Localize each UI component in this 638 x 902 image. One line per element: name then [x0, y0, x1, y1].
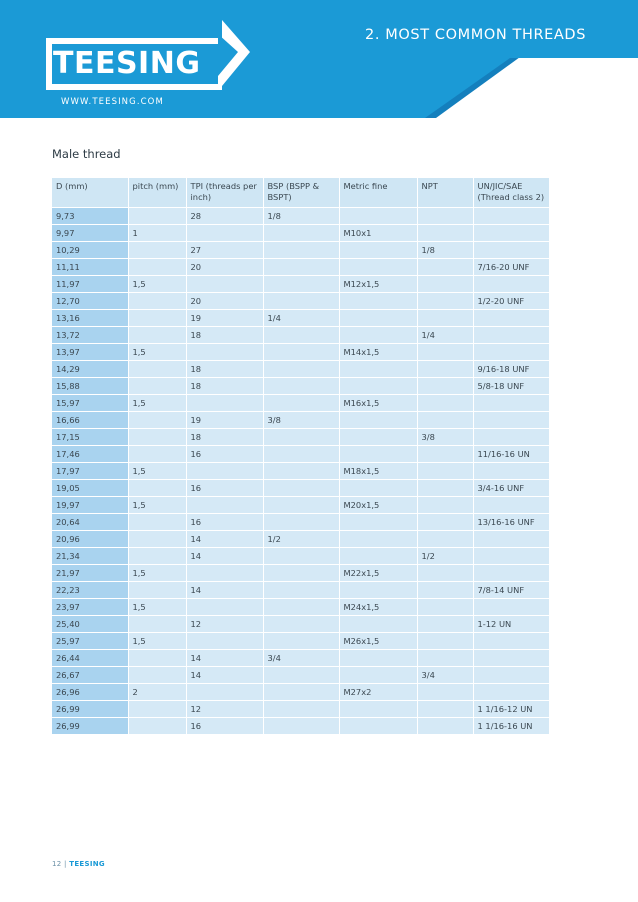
table-cell	[128, 547, 186, 564]
table-cell	[339, 479, 417, 496]
table-cell: 19	[186, 411, 263, 428]
table-row	[52, 462, 549, 479]
table-row	[52, 360, 549, 377]
table-cell	[417, 479, 473, 496]
table-row	[52, 496, 549, 513]
table-cell	[263, 513, 339, 530]
table-cell: 1/2	[263, 530, 339, 547]
table-cell: 1,5	[128, 496, 186, 513]
table-cell	[128, 411, 186, 428]
table-cell	[339, 666, 417, 683]
table-cell	[473, 632, 549, 649]
header-banner	[0, 0, 638, 118]
table-cell	[263, 717, 339, 734]
table-cell: 25,97	[52, 632, 128, 649]
table-cell: 10,29	[52, 241, 128, 258]
table-cell	[417, 462, 473, 479]
table-cell	[128, 649, 186, 666]
table-cell: 1 1/16-16 UN	[473, 717, 549, 734]
table-cell: 28	[186, 207, 263, 224]
table-cell	[263, 547, 339, 564]
column-header: TPI (threads per inch)	[186, 178, 263, 207]
table-cell: M24x1,5	[339, 598, 417, 615]
table-cell	[417, 649, 473, 666]
table-cell	[339, 445, 417, 462]
table-row	[52, 632, 549, 649]
table-cell: 18	[186, 428, 263, 445]
table-cell	[186, 462, 263, 479]
table-row	[52, 377, 549, 394]
page-footer	[52, 860, 105, 868]
table-cell: 20,64	[52, 513, 128, 530]
table-cell: 14	[186, 581, 263, 598]
table-cell	[263, 496, 339, 513]
table-cell	[128, 615, 186, 632]
table-cell: 1,5	[128, 632, 186, 649]
table-cell	[263, 598, 339, 615]
table-row	[52, 564, 549, 581]
table-cell: 1/2	[417, 547, 473, 564]
table-cell	[263, 292, 339, 309]
table-cell	[128, 377, 186, 394]
table-cell: 7/16-20 UNF	[473, 258, 549, 275]
table-cell: M10x1	[339, 224, 417, 241]
table-cell	[339, 581, 417, 598]
table-cell	[186, 343, 263, 360]
table-cell: 15,88	[52, 377, 128, 394]
table-cell	[263, 581, 339, 598]
table-cell	[473, 547, 549, 564]
table-cell	[263, 700, 339, 717]
table-cell: 9,97	[52, 224, 128, 241]
table-cell: 3/4	[263, 649, 339, 666]
table-row	[52, 445, 549, 462]
table-cell	[473, 683, 549, 700]
table-cell	[417, 615, 473, 632]
table-row	[52, 309, 549, 326]
table-header-row	[52, 178, 549, 207]
table-cell: 26,96	[52, 683, 128, 700]
table-cell: M12x1,5	[339, 275, 417, 292]
table-cell	[473, 428, 549, 445]
column-header: NPT	[417, 178, 473, 207]
table-cell	[128, 207, 186, 224]
table-cell	[263, 462, 339, 479]
table-cell: 13,72	[52, 326, 128, 343]
column-header: BSP (BSPP & BSPT)	[263, 178, 339, 207]
table-cell	[339, 547, 417, 564]
table-cell	[417, 207, 473, 224]
table-cell: 21,97	[52, 564, 128, 581]
table-cell	[473, 326, 549, 343]
table-cell: 1	[128, 224, 186, 241]
table-cell: 19,05	[52, 479, 128, 496]
table-cell: 14	[186, 530, 263, 547]
table-cell	[339, 513, 417, 530]
table-cell	[417, 411, 473, 428]
table-cell: M26x1,5	[339, 632, 417, 649]
table-cell: 16	[186, 513, 263, 530]
table-cell	[263, 632, 339, 649]
table-cell: 17,46	[52, 445, 128, 462]
table-cell	[473, 496, 549, 513]
table-cell: 17,15	[52, 428, 128, 445]
table-cell	[263, 445, 339, 462]
table-cell	[417, 564, 473, 581]
table-cell	[263, 564, 339, 581]
footer-brand: TEESING	[69, 860, 105, 868]
table-cell	[417, 683, 473, 700]
table-cell	[263, 241, 339, 258]
table-cell	[128, 309, 186, 326]
table-cell: 1,5	[128, 394, 186, 411]
table-cell	[128, 666, 186, 683]
table-cell	[128, 258, 186, 275]
table-cell	[128, 479, 186, 496]
table-cell: M20x1,5	[339, 496, 417, 513]
table-cell: M16x1,5	[339, 394, 417, 411]
table-cell	[339, 377, 417, 394]
table-cell	[128, 581, 186, 598]
table-cell: 1/8	[263, 207, 339, 224]
table-cell	[339, 292, 417, 309]
table-cell	[128, 530, 186, 547]
table-cell	[339, 411, 417, 428]
table-cell: 13,16	[52, 309, 128, 326]
table-cell: 12,70	[52, 292, 128, 309]
table-cell: 26,99	[52, 717, 128, 734]
column-header: D (mm)	[52, 178, 128, 207]
table-cell: 11,11	[52, 258, 128, 275]
table-cell: 16	[186, 717, 263, 734]
table-cell: 5/8-18 UNF	[473, 377, 549, 394]
table-row	[52, 428, 549, 445]
table-row	[52, 275, 549, 292]
table-cell	[473, 207, 549, 224]
table-cell	[186, 394, 263, 411]
table-cell	[473, 649, 549, 666]
table-cell: 22,23	[52, 581, 128, 598]
table-cell: 9/16-18 UNF	[473, 360, 549, 377]
table-cell: 19	[186, 309, 263, 326]
table-cell	[417, 224, 473, 241]
table-cell	[186, 564, 263, 581]
table-cell: 1/2-20 UNF	[473, 292, 549, 309]
table-row	[52, 598, 549, 615]
table-cell	[417, 445, 473, 462]
column-header: Metric fine	[339, 178, 417, 207]
table-cell	[186, 632, 263, 649]
table-cell	[128, 445, 186, 462]
table-cell	[128, 428, 186, 445]
table-row	[52, 258, 549, 275]
table-row	[52, 615, 549, 632]
table-row	[52, 241, 549, 258]
table-cell: 20	[186, 292, 263, 309]
table-cell	[128, 717, 186, 734]
table-cell: 12	[186, 615, 263, 632]
table-cell	[263, 615, 339, 632]
table-row	[52, 666, 549, 683]
table-cell	[473, 564, 549, 581]
table-body	[52, 207, 549, 734]
table-cell	[128, 292, 186, 309]
section-title: 2. MOST COMMON THREADS	[365, 27, 586, 43]
table-cell: 1,5	[128, 343, 186, 360]
table-cell	[263, 258, 339, 275]
table-row	[52, 224, 549, 241]
table-cell: 1 1/16-12 UN	[473, 700, 549, 717]
table-cell	[186, 275, 263, 292]
table-cell	[263, 224, 339, 241]
table-cell	[263, 343, 339, 360]
table-cell: 3/4-16 UNF	[473, 479, 549, 496]
table-cell	[417, 717, 473, 734]
table-cell: 7/8-14 UNF	[473, 581, 549, 598]
table-cell: 26,44	[52, 649, 128, 666]
table-cell: 1-12 UN	[473, 615, 549, 632]
table-cell: 26,67	[52, 666, 128, 683]
table-cell	[263, 666, 339, 683]
table-cell	[417, 343, 473, 360]
table-cell	[339, 258, 417, 275]
table-cell: 20,96	[52, 530, 128, 547]
table-cell	[417, 632, 473, 649]
table-row	[52, 326, 549, 343]
table-cell	[128, 326, 186, 343]
table-cell: 16,66	[52, 411, 128, 428]
table-cell: M18x1,5	[339, 462, 417, 479]
table-cell: 21,34	[52, 547, 128, 564]
table-cell	[128, 360, 186, 377]
table-cell	[473, 462, 549, 479]
table-cell: 1,5	[128, 564, 186, 581]
table-cell	[339, 615, 417, 632]
table-cell: M14x1,5	[339, 343, 417, 360]
table-row	[52, 547, 549, 564]
table-cell	[339, 530, 417, 547]
table-cell	[263, 683, 339, 700]
table-cell	[128, 513, 186, 530]
table-cell	[339, 360, 417, 377]
table-cell	[417, 275, 473, 292]
footer-separator: |	[64, 860, 67, 868]
table-cell	[263, 377, 339, 394]
table-cell	[263, 479, 339, 496]
website-link[interactable]: WWW.TEESING.COM	[61, 97, 164, 107]
table-cell: 18	[186, 377, 263, 394]
table-cell	[263, 360, 339, 377]
table-cell	[417, 513, 473, 530]
table-cell: 11/16-16 UN	[473, 445, 549, 462]
table-cell: 11,97	[52, 275, 128, 292]
table-cell: 1,5	[128, 275, 186, 292]
table-cell	[417, 496, 473, 513]
thread-table	[52, 178, 550, 735]
table-cell	[339, 241, 417, 258]
table-cell	[186, 224, 263, 241]
table-row	[52, 717, 549, 734]
table-cell: 18	[186, 360, 263, 377]
table-cell	[473, 275, 549, 292]
table-cell	[128, 700, 186, 717]
table-row	[52, 411, 549, 428]
table-cell: 14	[186, 547, 263, 564]
table-cell: 1/4	[263, 309, 339, 326]
table-subtitle: Male thread	[52, 147, 121, 161]
table-cell	[339, 649, 417, 666]
table-cell: 16	[186, 445, 263, 462]
table-cell	[473, 530, 549, 547]
table-cell: M22x1,5	[339, 564, 417, 581]
table-cell	[339, 309, 417, 326]
table-cell	[417, 598, 473, 615]
table-cell	[186, 496, 263, 513]
table-row	[52, 513, 549, 530]
table-row	[52, 207, 549, 224]
table-cell	[339, 326, 417, 343]
table-cell	[417, 700, 473, 717]
table-cell: 1/4	[417, 326, 473, 343]
table-cell: 13/16-16 UNF	[473, 513, 549, 530]
table-cell: 3/8	[417, 428, 473, 445]
table-cell: 1,5	[128, 598, 186, 615]
table-cell	[473, 394, 549, 411]
table-cell	[417, 309, 473, 326]
table-cell: 14,29	[52, 360, 128, 377]
column-header: pitch (mm)	[128, 178, 186, 207]
table-cell: 15,97	[52, 394, 128, 411]
table-cell	[186, 598, 263, 615]
table-cell	[339, 207, 417, 224]
table-cell	[417, 377, 473, 394]
table-cell	[473, 309, 549, 326]
table-row	[52, 649, 549, 666]
table-row	[52, 292, 549, 309]
table-cell: 18	[186, 326, 263, 343]
table-cell: 3/4	[417, 666, 473, 683]
table-row	[52, 530, 549, 547]
table-cell: M27x2	[339, 683, 417, 700]
table-cell: 14	[186, 666, 263, 683]
table-row	[52, 394, 549, 411]
table-row	[52, 581, 549, 598]
table-cell	[128, 241, 186, 258]
table-cell: 9,73	[52, 207, 128, 224]
teesing-logo: TEESING	[53, 46, 201, 81]
table-cell: 27	[186, 241, 263, 258]
table-row	[52, 700, 549, 717]
table-cell: 20	[186, 258, 263, 275]
table-cell	[417, 258, 473, 275]
table-cell	[473, 241, 549, 258]
table-cell: 16	[186, 479, 263, 496]
table-cell	[417, 581, 473, 598]
table-cell	[263, 326, 339, 343]
table-row	[52, 683, 549, 700]
table-cell: 25,40	[52, 615, 128, 632]
table-cell	[417, 394, 473, 411]
table-cell	[473, 411, 549, 428]
table-cell: 1,5	[128, 462, 186, 479]
table-cell: 23,97	[52, 598, 128, 615]
table-cell	[417, 360, 473, 377]
table-cell: 12	[186, 700, 263, 717]
table-cell: 14	[186, 649, 263, 666]
table-cell: 2	[128, 683, 186, 700]
table-cell	[186, 683, 263, 700]
table-cell: 13,97	[52, 343, 128, 360]
table-cell	[263, 394, 339, 411]
table-cell	[417, 530, 473, 547]
table-cell	[473, 343, 549, 360]
table-cell: 19,97	[52, 496, 128, 513]
table-cell	[339, 717, 417, 734]
table-cell	[339, 428, 417, 445]
table-cell	[417, 292, 473, 309]
table-cell	[263, 428, 339, 445]
page-number: 12	[52, 860, 62, 868]
table-cell	[263, 275, 339, 292]
column-header: UN/JIC/SAE (Thread class 2)	[473, 178, 549, 207]
table-cell	[473, 224, 549, 241]
table-cell	[473, 598, 549, 615]
table-cell: 3/8	[263, 411, 339, 428]
table-cell	[473, 666, 549, 683]
table-row	[52, 479, 549, 496]
table-cell	[339, 700, 417, 717]
table-cell: 1/8	[417, 241, 473, 258]
table-row	[52, 343, 549, 360]
table-cell: 26,99	[52, 700, 128, 717]
table-cell: 17,97	[52, 462, 128, 479]
